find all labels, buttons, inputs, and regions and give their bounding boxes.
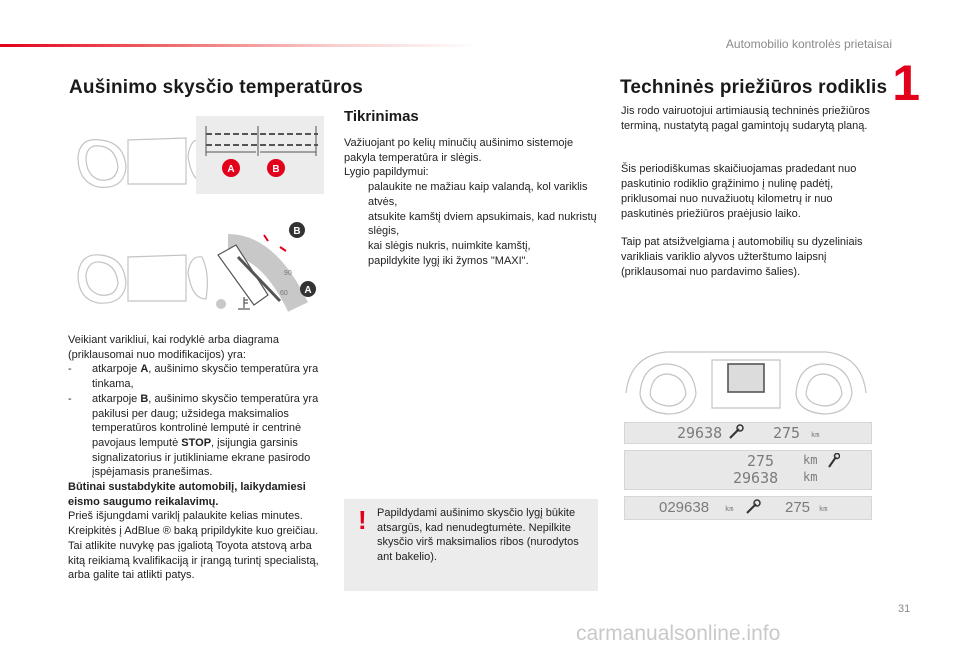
middle-intro2: Lygio papildymui: xyxy=(344,166,429,179)
dashboard-bargauge-figure xyxy=(68,112,328,202)
display1-unit: km xyxy=(811,431,820,439)
display3-unit2: km xyxy=(819,505,828,513)
gauge-label-60: 60 xyxy=(280,290,288,297)
right-body xyxy=(621,104,871,279)
middle-intro: Važiuojant po kelių minučių aušinimo sistemoje pakyla temperatūra ir slėgis. xyxy=(344,137,574,164)
service-display-2 xyxy=(624,450,872,490)
coolant-temperature-icon xyxy=(238,297,250,309)
page-number: 31 xyxy=(898,603,911,615)
display2-service: 275 xyxy=(747,452,775,470)
chapter-number: 1 xyxy=(892,55,920,111)
left-item-list xyxy=(68,362,323,480)
left-body xyxy=(68,333,323,583)
dashboard-needle-figure xyxy=(68,215,328,325)
middle-bullet: atsukite kamštį dviem apsukimais, kad nukristų slėgis, xyxy=(368,210,597,238)
warning-box xyxy=(344,499,598,591)
label-b2: B xyxy=(293,226,301,237)
service-display-3 xyxy=(624,496,872,520)
label-b: B xyxy=(272,164,280,175)
left-item-a: - atkarpoje A, aušinimo skysčio temperatūra yra tinkama, xyxy=(68,363,319,391)
instrument-cluster-figure xyxy=(616,338,876,418)
label-a: A xyxy=(227,164,235,175)
cluster-display-highlight xyxy=(728,364,764,392)
right-para-3: Taip pat atsižvelgiama į automobilių su dyzeliniais varikliais variklio alyvos užterštumo laipsnį (priklausomai nuo pardavimo šalies). xyxy=(621,236,863,278)
middle-title: Tikrinimas xyxy=(344,108,419,125)
wrench-icon xyxy=(745,499,761,515)
section-title: Automobilio kontrolės prietaisai xyxy=(725,37,892,51)
left-title: Aušinimo skysčio temperatūros xyxy=(69,77,364,98)
display1-service: 275 xyxy=(773,424,801,442)
left-item-b: - atkarpoje B, aušinimo skysčio temperatūra yra pakilusi per daug; užsidega maksimalios temperatūros kontrolinė lemputė ir centrinė pavojaus lemputė STOP, įsijungia garsinis signalizatorius ir jutikliniame ekrane pasirodo įspėjamasis pranešimas. xyxy=(68,392,319,479)
label-a2: A xyxy=(304,285,312,296)
right-para-2: Šis periodiškumas skaičiuojamas pradedant nuo paskutinio rodiklio grąžinimo į nulinę padėtį, priklusomai nuo nuvažiuotų kilometrų ir nuo paskutinės priežiūros praėjusio laiko. xyxy=(621,163,857,220)
middle-bullet-list xyxy=(344,180,600,268)
right-title: Techninės priežiūros rodiklis xyxy=(620,77,888,98)
display2-unit1: km xyxy=(803,453,818,467)
display2-odometer: 29638 xyxy=(733,469,779,487)
display3-odometer: 029638 xyxy=(659,499,710,516)
header-accent-bar xyxy=(0,44,480,47)
display2-unit2: km xyxy=(803,470,818,484)
warning-icon: ! xyxy=(358,505,367,535)
right-para-1: Jis rodo vairuotojui artimiausią techninės priežiūros terminą, nustatytą pagal gamintojų sudarytą planą. xyxy=(621,105,870,132)
middle-body xyxy=(344,136,600,268)
display1-odometer: 29638 xyxy=(677,424,723,442)
wrench-icon xyxy=(728,424,744,440)
middle-bullet: kai slėgis nukris, nuimkite kamštį, xyxy=(368,239,531,252)
warning-text: Papildydami aušinimo skysčio lygį būkite atsargūs, kad nenudegtumėte. Nepilkite skysčio virš maksimalios ribos (nurodytos ant bakelio). xyxy=(377,507,579,564)
middle-bullet: palaukite ne mažiau kaip valandą, kol variklis atvės, xyxy=(368,181,588,208)
display3-unit1: km xyxy=(725,505,734,513)
wrench-icon xyxy=(826,453,840,469)
gauge-label-90: 90 xyxy=(284,270,292,277)
warning-lamp-icon xyxy=(216,299,226,309)
watermark: carmanualsonline.info xyxy=(576,622,781,645)
display3-service: 275 xyxy=(785,499,811,516)
left-bold-note: Būtinai sustabdykite automobilį, laikydamiesi eismo saugumo reikalavimų. xyxy=(68,481,306,508)
middle-bullet: papildykite lygį iki žymos "MAXI". xyxy=(368,254,529,267)
left-intro: Veikiant varikliui, kai rodyklė arba diagrama (priklausomai nuo modifikacijos) yra: xyxy=(68,334,279,361)
bargauge-zoom-panel xyxy=(196,116,324,194)
left-after: Prieš išjungdami variklį palaukite kelias minutes. Kreipkitės į AdBlue ® baką pripildykite kuo greičiau. Tai atlikite nuvykę pas įgaliotą Toyota atstovą arba kitą reikiamą kvalifikaciją ir įrangą turintį specialistą, arba galite tai atlikti patys. xyxy=(68,510,319,582)
service-display-1 xyxy=(624,422,872,444)
